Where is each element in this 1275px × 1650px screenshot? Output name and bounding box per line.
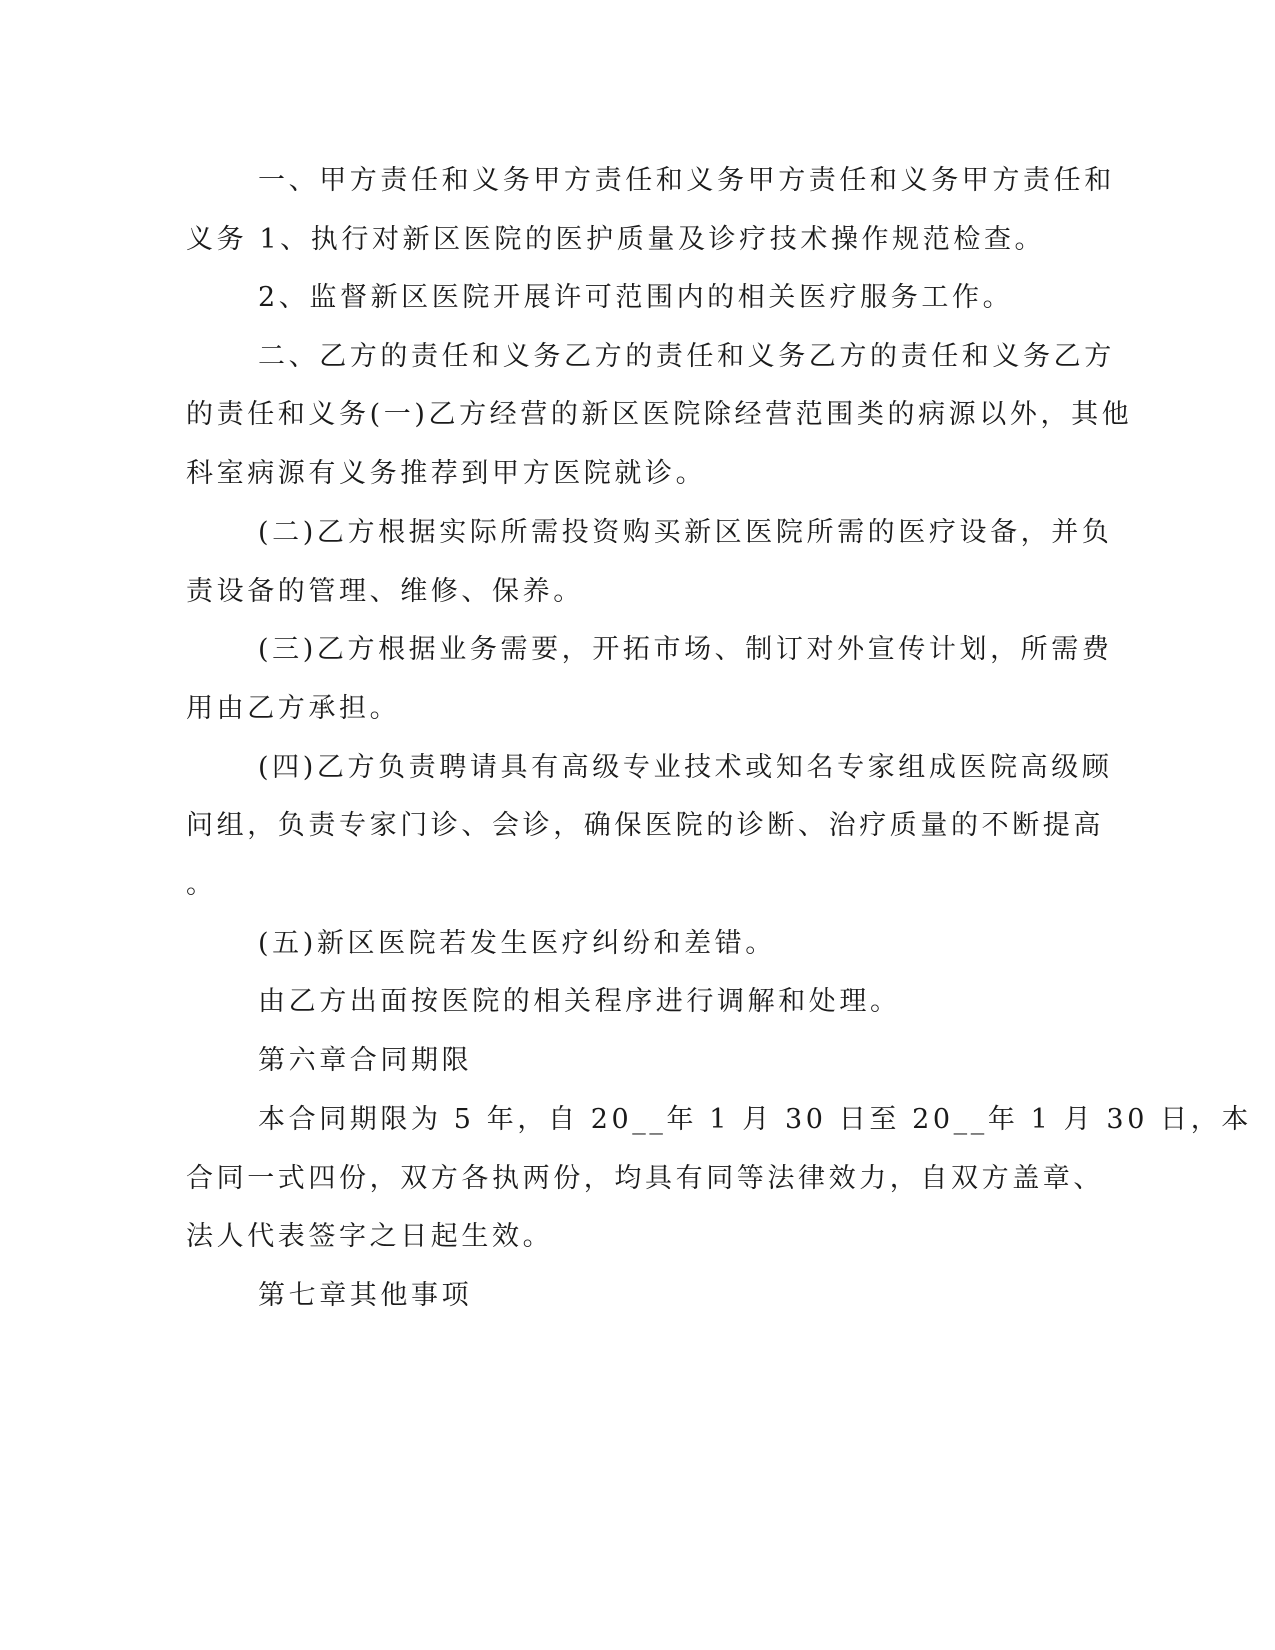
paragraph-line: 的责任和义务(一)乙方经营的新区医院除经营范围类的病源以外，其他 bbox=[186, 399, 1133, 430]
chapter-heading: 第七章其他事项 bbox=[258, 1280, 473, 1311]
paragraph-line: 科室病源有义务推荐到甲方医院就诊。 bbox=[186, 458, 707, 489]
paragraph-line: (三)乙方根据业务需要，开拓市场、制订对外宣传计划，所需费 bbox=[258, 634, 1113, 665]
paragraph-line: 2、监督新区医院开展许可范围内的相关医疗服务工作。 bbox=[258, 282, 1014, 313]
paragraph-line: 合同一式四份，双方各执两份，均具有同等法律效力，自双方盖章、 bbox=[186, 1163, 1104, 1194]
paragraph-line: 本合同期限为 5 年，自 20__年 1 月 30 日至 20__年 1 月 30 日，本 bbox=[258, 1104, 1252, 1135]
paragraph-line: 用由乙方承担。 bbox=[186, 693, 401, 724]
paragraph-line: 一、甲方责任和义务甲方责任和义务甲方责任和义务甲方责任和 bbox=[258, 165, 1115, 196]
paragraph-line: (四)乙方负责聘请具有高级专业技术或知名专家组成医院高级顾 bbox=[258, 752, 1113, 783]
paragraph-line: (二)乙方根据实际所需投资购买新区医院所需的医疗设备，并负 bbox=[258, 517, 1113, 548]
paragraph-line: 法人代表签字之日起生效。 bbox=[186, 1221, 554, 1252]
paragraph-line: 责设备的管理、维修、保养。 bbox=[186, 576, 584, 607]
paragraph-line: 。 bbox=[186, 869, 217, 900]
paragraph-line: 义务 1、执行对新区医院的医护质量及诊疗技术操作规范检查。 bbox=[186, 224, 1046, 255]
chapter-heading: 第六章合同期限 bbox=[258, 1045, 473, 1076]
paragraph-line: (五)新区医院若发生医疗纠纷和差错。 bbox=[258, 928, 776, 959]
paragraph-line: 由乙方出面按医院的相关程序进行调解和处理。 bbox=[258, 986, 901, 1017]
paragraph-line: 二、乙方的责任和义务乙方的责任和义务乙方的责任和义务乙方 bbox=[258, 341, 1115, 372]
paragraph-line: 问组，负责专家门诊、会诊，确保医院的诊断、治疗质量的不断提高 bbox=[186, 810, 1104, 841]
